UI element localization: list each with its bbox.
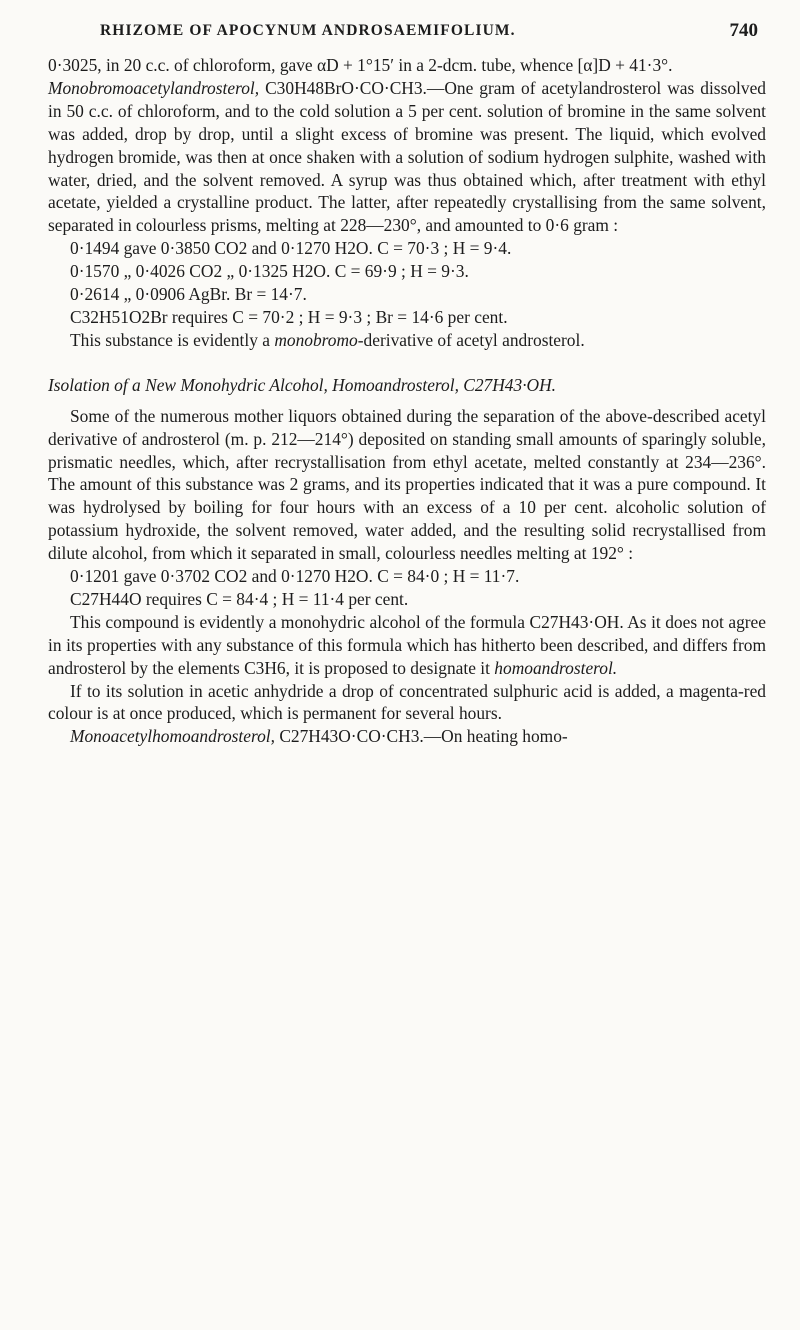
analysis-line-1: 0·1494 gave 0·3850 CO2 and 0·1270 H2O. C = 70·3 ; H = 9·4. — [70, 238, 512, 259]
paragraph-homoandrosterol: This compound is evidently a monohydric alcohol of the formula C27H43·OH. As it does not agree in its properties with any substance of this formula which has hitherto been described, and differs from androsterol by the elements C3H6, it is proposed to designate it homoandrosterol. — [48, 611, 766, 678]
paragraph-optical-rotation: 0·3025, in 20 c.c. of chloroform, gave αD + 1°15′ in a 2-dcm. tube, whence [α]D + 41·3°. — [48, 55, 673, 75]
analysis-line-3: 0·2614 „ 0·0906 AgBr. Br = 14·7. — [70, 284, 307, 305]
analysis-line-2: 0·1570 „ 0·4026 CO2 „ 0·1325 H2O. C = 69·9 ; H = 9·3. — [70, 261, 469, 282]
compound-name-monobromo: Monobromoacetylandrosterol, — [48, 77, 260, 98]
homoandrosterol-italic: homoandrosterol. — [494, 657, 618, 678]
formula-monobromo: C30H48BrO·CO·CH3. — [265, 77, 427, 98]
paragraph-monobromo — [48, 77, 766, 237]
running-title: RHIZOME OF APOCYNUM ANDROSAEMIFOLIUM. — [100, 22, 516, 39]
paragraph-isolation: Some of the numerous mother liquors obtained during the separation of the above-described acetyl derivative of androsterol (m. p. 212—214°) deposited on standing small amounts of sparingly soluble, prismatic needles, which, after recrystallisation from ethyl acetate, melted constantly at 234—236°. The amount of this substance was 2 grams, and its properties indicated that it was a pure compound. It was hydrolysed by boiling for four hours with an excess of a 10 per cent. alcoholic solution of potassium hydroxide, the solvent removed, water added, and the resulting solid recrystallised from dilute alcohol, from which it separated in small, colourless needles melting at 192° : — [48, 405, 766, 564]
compound-name-monoacetyl: Monoacetylhomoandrosterol, — [70, 726, 275, 747]
body-text — [48, 54, 766, 748]
paragraph-conclusion-1: This substance is evidently a monobromo-derivative of acetyl androsterol. — [70, 329, 585, 350]
page-header — [0, 18, 800, 48]
section-heading: Isolation of a New Monohydric Alcohol, Homoandrosterol, C27H43·OH. — [48, 374, 557, 395]
paragraph-colour-reaction: If to its solution in acetic anhydride a drop of concentrated sulphuric acid is added, a magenta-red colour is at once produced, which is permanent for several hours. — [48, 680, 766, 724]
page-number: 740 — [729, 20, 758, 41]
monobromo-italic: monobromo — [274, 329, 358, 350]
paragraph-monoacetyl: Monoacetylhomoandrosterol, C27H43O·CO·CH3.—On heating homo- — [70, 726, 568, 747]
analysis-line-4: 0·1201 gave 0·3702 CO2 and 0·1270 H2O. C = 84·0 ; H = 11·7. — [70, 566, 520, 587]
paragraph-monobromo-text: —One gram of acetylandrosterol was dissolved in 50 c.c. of chloroform, and to the cold solution a 5 per cent. solution of bromine in the same solvent was added, drop by drop, until a slight excess of bromine was present. The liquid, which evolved hydrogen bromide, was then at once shaken with a solution of sodium hydrogen sulphite, washed with water, dried, and the solvent removed. A syrup was thus obtained which, after treatment with ethyl acetate, yielded a crystalline product. The latter, after repeatedly crystallising from the same solvent, separated in colourless prisms, melting at 228—230°, and amounted to 0·6 gram : — [48, 77, 766, 236]
requires-line-1: C32H51O2Br requires C = 70·2 ; H = 9·3 ; Br = 14·6 per cent. — [70, 306, 508, 327]
formula-monoacetyl: C27H43O·CO·CH3. — [279, 726, 424, 747]
requires-line-2: C27H44O requires C = 84·4 ; H = 11·4 per cent. — [70, 588, 409, 609]
